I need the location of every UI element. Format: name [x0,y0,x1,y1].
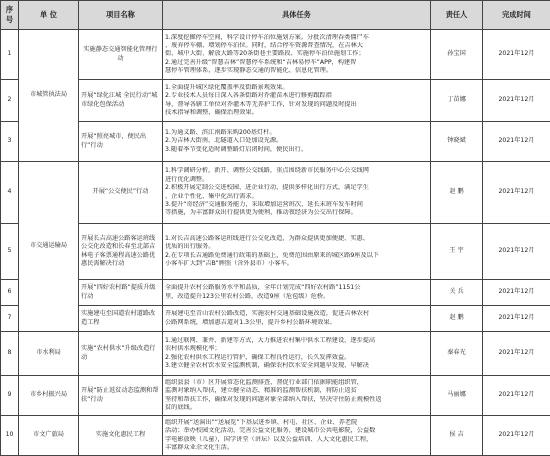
project-text: 开展“防止返贫动态监测和帮扶”行动 [81,387,160,404]
task-line: 监测对象纳入帮扶，建立健全动态、精准的监测帮扶机制，将防止返贫 [165,387,428,395]
task-line: 技术指导和调整，确保治理效果。 [165,109,428,117]
person-cell: 钟晓斌 [431,122,483,162]
seq-cell: 5 [1,224,19,280]
header-person: 责任人 [431,1,483,30]
person-cell: 丁苗娜 [431,80,483,122]
table-row [1,122,550,162]
person-cell: 赵 鹏 [431,306,483,332]
project-cell [79,224,163,280]
project-cell [79,80,163,122]
task-line: 2.为吉林大街南、北隧道入口处加设光源。 [165,137,428,145]
table-row [1,306,550,332]
person-cell: 马丽娜 [431,376,483,416]
date-cell: 2021年12月 [483,376,550,416]
table-row [1,416,550,456]
header-date: 完成时间 [483,1,550,30]
project-cell [79,122,163,162]
project-cell [79,376,163,416]
task-cell [163,280,431,306]
person-cell: 王 宇 [431,224,483,280]
table-row [1,280,550,306]
task-line: 进行优化调整。 [165,176,428,184]
task-line: 1.为通义路、滨江南路采购200基灯杆。 [165,129,428,137]
table-row [1,224,550,280]
task-line: 1.全面提升城区绿化覆盖率及街路景观效果。 [165,84,428,92]
header-row [1,1,550,30]
project-text: 开展“四好农村路”提质升级行动 [81,284,160,301]
project-cell [79,162,163,224]
task-line: 1.深度挖掘停车空间，科学设计停车泊位施划方案。分批次清理吞类僵尸车 [165,34,428,42]
seq-cell: 4 [1,162,19,224]
header-task: 具体任务 [163,1,431,30]
project-text: 开展长吉高速公路客运班线公交化改造和长春至北部吉林电子客票通程高速公路优惠民需解决行动 [81,235,160,268]
project-cell [79,306,163,332]
task-line: 公路网系统，增加惠吉道对1.3公里，提升乡村公路环境效果。 [165,319,428,327]
project-cell [79,416,163,456]
task-line: 组织开展“送演出”“送展览”下基层进乡镇、村屯、社区、企业、养老院 [165,419,428,427]
task-cell [163,306,431,332]
task-line: 坚持和帮扶工作，确保对发现的问题对象全部纳入帮扶，坚决守住防止规模性返 [165,396,428,404]
task-cell [163,122,431,162]
task-line: 2.积极开展定制公交进校园、进企业行动，提供多样化出行方式，满足学生 [165,184,428,192]
date-cell: 2021年12月 [483,122,550,162]
table-row [1,332,550,376]
task-cell [163,332,431,376]
person-cell: 侯 吉 [431,416,483,456]
task-cell [163,416,431,456]
seq-cell: 7 [1,306,19,332]
date-cell: 2021年12月 [483,80,550,122]
task-line: 字电影放映（儿童），国学讲堂（讲坛）以及公益培训、人大文化惠民工程， [165,436,428,444]
header-unit: 单 位 [19,1,79,30]
project-cell [79,332,163,376]
task-line: 活动；举办校园文化活动，完善公益文化服务，建设城市公共电影院，公益数 [165,427,428,435]
seq-cell: 2 [1,80,19,122]
project-cell [79,280,163,306]
task-line: 优质的出行服务。 [165,243,428,251]
seq-cell: 6 [1,280,19,306]
project-text: 开展“绿化江城 全民行动”城市绿化包保活动 [81,92,160,109]
task-line: 丰富群众业余文化生活。 [165,444,428,452]
table-row [1,162,550,224]
task-line: 1.科学调研分析，新开、调整公交线路，重点围绕新市民服务中心公交线网 [165,167,428,175]
task-line: 街、城中大街、解放大路等20条街巷主要路段、实施停车泊位施划工作； [165,50,428,58]
task-line: 慧停车管理体系，逐步实现静态交通的智能化、信息化管理。 [165,67,428,75]
task-line: 2.专业技术人员每日深入各条街路对乔灌苗木进行修剪跟踪指 [165,92,428,100]
date-cell: 2021年12月 [483,306,550,332]
task-line: 贫的底线。 [165,404,428,412]
table-body [1,30,550,456]
date-cell: 2021年12月 [483,30,550,80]
date-cell: 2021年12月 [483,162,550,224]
unit-cell: 市乡村振兴局 [19,376,79,416]
unit-cell: 市文广旅局 [19,416,79,456]
task-line: 、企业个性化、集中化出行需求。 [165,193,428,201]
person-cell: 孙宝国 [431,30,483,80]
date-cell: 2021年12月 [483,416,550,456]
task-line: 2.强化农村供水工程运行管护，确保工程良性运行，长久发挥效益。 [165,354,428,362]
task-cell [163,30,431,80]
table-row [1,30,550,80]
task-cell [163,376,431,416]
task-line: 3.建立健全农村饮水安全监测机制，确保农村饮水安全问题早发现、早解决 [165,362,428,370]
task-line: 2.通过完善升级“智慧吉林”智慧停车系统和“吉林易停车”APP，构建智 [165,59,428,67]
unit-cell: 市水利局 [19,332,79,376]
task-line: 导，督导各辖工单位对乔灌木等无养护工作，针对发现的问题及时提出 [165,101,428,109]
unit-cell: 市城管执法局 [19,30,79,162]
project-text: 开展“照亮城市，便民出行”行动 [81,133,160,150]
project-text: 实施建屯至国道农村道路改造工程 [81,310,160,327]
seq-cell: 10 [1,416,19,456]
seq-cell: 8 [1,332,19,376]
task-line: 3.随着季节变化适时调整路灯启闭时间，便民出行。 [165,146,428,154]
project-cell [79,30,163,80]
seq-cell: 1 [1,30,19,80]
task-cell [163,80,431,122]
task-line: 农村供水规模化率； [165,345,428,353]
task-line: 2.在专项长吉通路免费通行政策的基础上，免费范围由原来的城区路9座及以下 [165,252,428,260]
task-line: 组织县县（市）区开展常态化监测排查，督促行业部门依据职能组织管， [165,379,428,387]
project-text: 实施“农村供水”升级改造行动 [81,345,160,362]
task-line: 等措施，为丰富群众出行提供更为便利，推动夜经济为公交出行保障。 [165,209,428,217]
person-cell: 关 兵 [431,280,483,306]
task-line: 、废弃停车棚、增划停车泊位。同时，结合停车资源普查情况，在吉林大 [165,42,428,50]
task-line: 开展建屯至青山农村公路改造，实施农村交通基础设施改造，促进吉林农村 [165,310,428,318]
person-cell: 赵 鹏 [431,162,483,224]
task-line: 全面提升农村公路服务水平和品质，全年计划完成“四好农村路”1151公 [165,284,428,292]
project-text: 实施静态交通智能化管理行动 [81,46,160,63]
header-seq: 序号 [1,1,19,30]
seq-cell: 3 [1,122,19,162]
person-cell: 秦春光 [431,332,483,376]
task-line: 3.提升“奇经济”交通服务能力，采取增加运营班次，延长末班车发车时间 [165,201,428,209]
date-cell: 2021年12月 [483,332,550,376]
date-cell: 2021年12月 [483,224,550,280]
task-cell [163,162,431,224]
task-line: 小客车扩大到“吉B”牌照（含外县市）小客车。 [165,260,428,268]
task-line: 1.对长吉高速公路客运班线进行公交化改造，为群众提供更加便捷、实惠、 [165,235,428,243]
date-cell: 2021年12月 [483,280,550,306]
table-row [1,376,550,416]
task-cell [163,224,431,280]
unit-cell: 市交通运输局 [19,162,79,332]
header-project: 项目名称 [79,1,163,30]
seq-cell: 9 [1,376,19,416]
task-line: 1.通过联网、兼并、新建等方式，大力推进农村集中供水工程建设，逐步提高 [165,337,428,345]
project-text: 实施文化惠民工程 [81,431,160,439]
table-row [1,80,550,122]
project-text: 开展“公交便民”行动 [81,188,160,196]
task-line: 里，改造提升123公里农村公路，改造9座（危苞级）危桥。 [165,293,428,301]
